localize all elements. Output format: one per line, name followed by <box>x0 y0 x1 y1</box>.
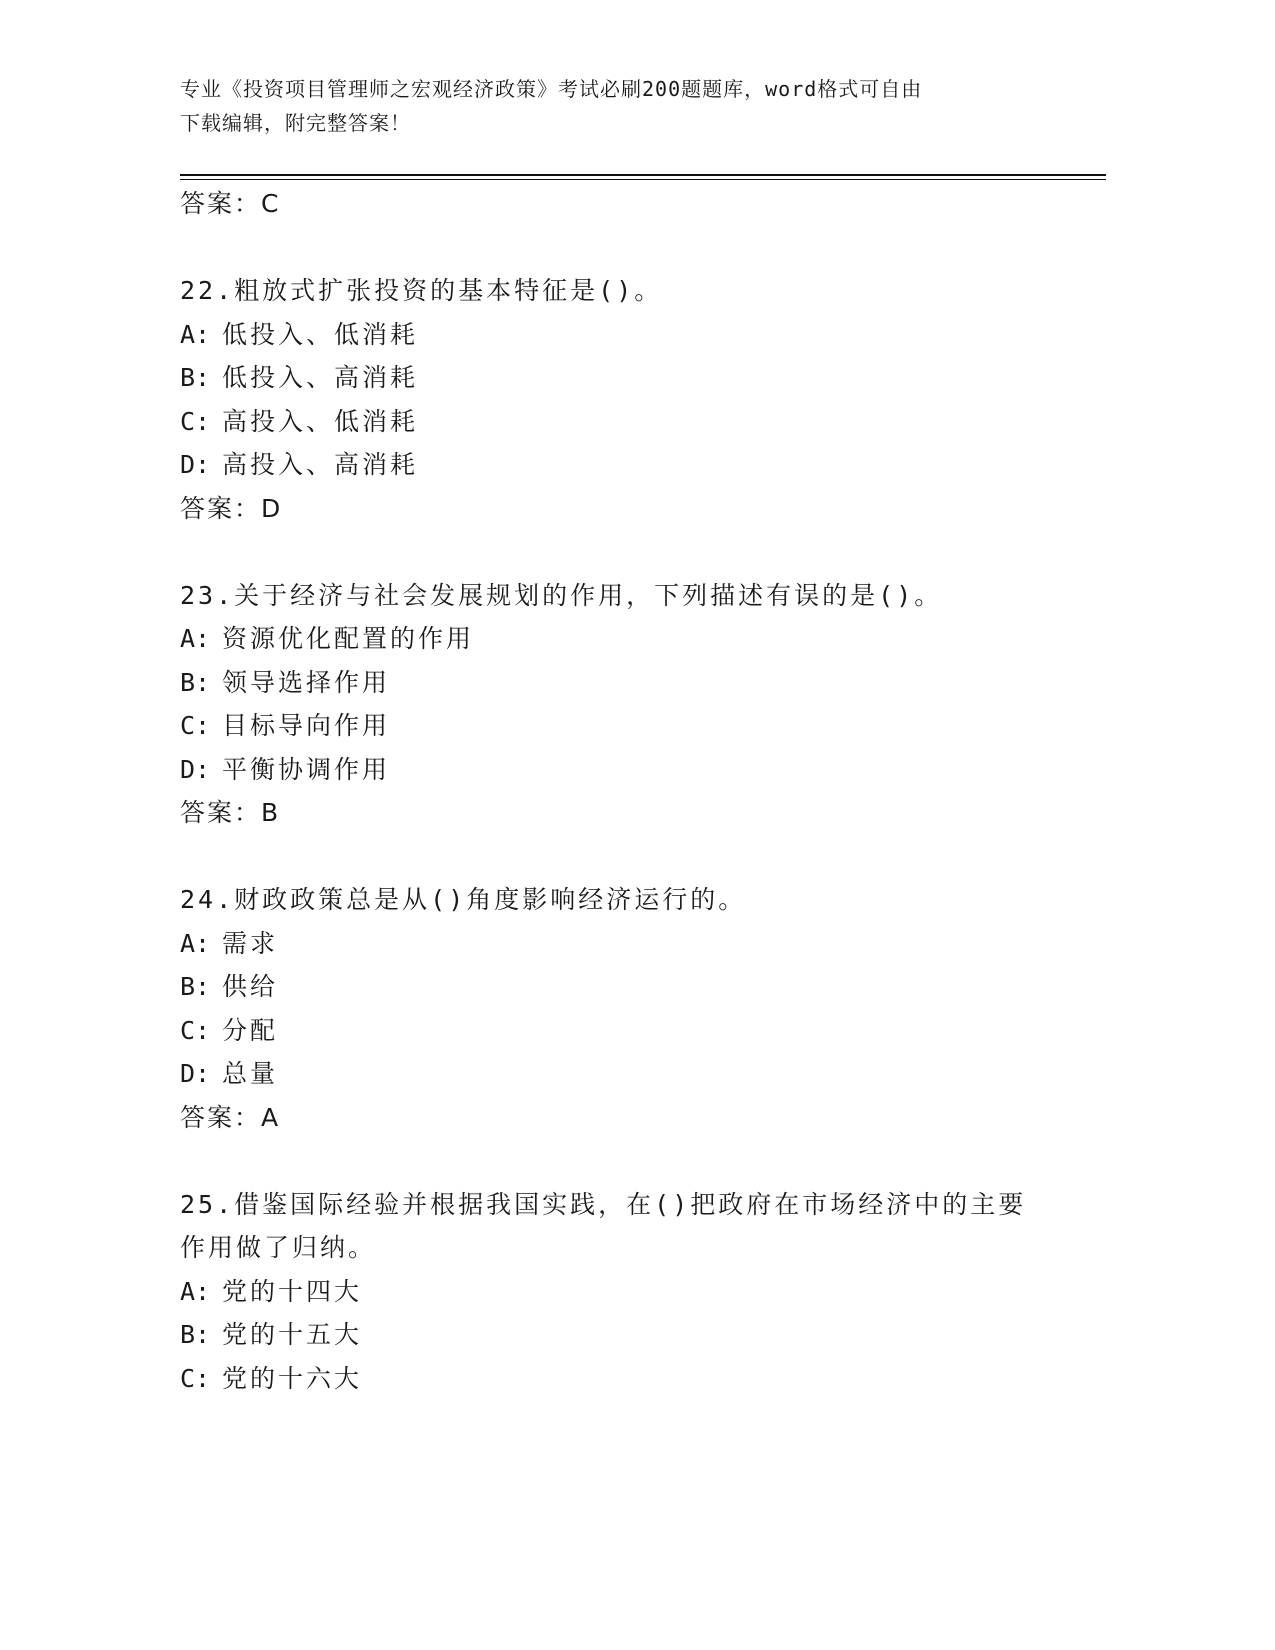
document-header <box>180 72 1060 140</box>
option-text: 总量 <box>222 1059 279 1088</box>
option-text: 低投入、低消耗 <box>222 319 419 349</box>
option-a <box>180 922 1040 966</box>
option-text: 高投入、低消耗 <box>222 406 419 436</box>
header-divider-thin <box>180 179 1106 180</box>
question-text <box>180 574 1040 618</box>
option-d <box>180 443 1040 487</box>
question-23 <box>180 574 1040 836</box>
option-letter: B: <box>180 667 211 697</box>
option-c <box>180 400 1040 444</box>
question-24 <box>180 878 1040 1140</box>
question-number: 23. <box>180 580 235 610</box>
option-text: 党的十四大 <box>222 1276 363 1306</box>
option-letter: C: <box>180 1363 211 1393</box>
option-a <box>180 617 1040 661</box>
question-list <box>180 182 1040 1400</box>
option-d <box>180 1052 1040 1096</box>
option-text: 分配 <box>222 1015 279 1045</box>
option-d <box>180 748 1040 792</box>
option-letter: C: <box>180 406 211 436</box>
answer: 答案：A <box>180 1102 281 1132</box>
option-b <box>180 965 1040 1009</box>
option-letter: C: <box>180 1015 211 1045</box>
option-a <box>180 313 1040 357</box>
question-25 <box>180 1183 1040 1401</box>
option-text: 需求 <box>222 928 279 958</box>
answer: 答案：D <box>180 493 283 523</box>
option-letter: D: <box>180 754 211 784</box>
question-number: 24. <box>180 885 235 914</box>
option-text: 供给 <box>222 972 279 1001</box>
header-divider-thick <box>180 174 1106 176</box>
option-text: 高投入、高消耗 <box>222 450 419 479</box>
option-letter: C: <box>180 711 211 740</box>
option-a <box>180 1270 1040 1314</box>
option-text: 资源优化配置的作用 <box>222 624 475 653</box>
option-b <box>180 356 1040 400</box>
option-letter: B: <box>180 363 211 392</box>
option-letter: D: <box>180 450 211 479</box>
question-stem: 粗放式扩张投资的基本特征是()。 <box>234 276 663 305</box>
option-letter: D: <box>180 1059 211 1088</box>
option-letter: B: <box>180 972 211 1001</box>
header-line-2: 下载编辑，附完整答案！ <box>180 111 411 135</box>
previous-answer: 答案：C <box>180 189 281 218</box>
option-letter: B: <box>180 1320 211 1349</box>
option-c <box>180 1009 1040 1053</box>
answer: 答案：B <box>180 798 281 827</box>
question-text <box>180 878 1040 922</box>
option-letter: A: <box>180 1276 211 1306</box>
option-letter: A: <box>180 928 211 958</box>
question-number: 25. <box>180 1189 235 1219</box>
option-b <box>180 661 1040 705</box>
question-22 <box>180 269 1040 531</box>
option-text: 低投入、高消耗 <box>222 363 419 392</box>
option-text: 领导选择作用 <box>222 667 391 697</box>
option-b <box>180 1313 1040 1357</box>
option-letter: A: <box>180 624 211 653</box>
header-line-1: 专业《投资项目管理师之宏观经济政策》考试必刷200题题库，word格式可自由 <box>180 77 923 101</box>
option-text: 平衡协调作用 <box>222 754 391 784</box>
option-text: 党的十六大 <box>222 1363 363 1393</box>
option-c <box>180 1357 1040 1401</box>
question-number: 22. <box>180 276 235 305</box>
option-c <box>180 704 1040 748</box>
question-text <box>180 1183 1040 1270</box>
option-text: 目标导向作用 <box>222 711 391 740</box>
option-letter: A: <box>180 319 211 349</box>
question-stem: 财政政策总是从()角度影响经济运行的。 <box>234 885 747 914</box>
question-stem: 关于经济与社会发展规划的作用，下列描述有误的是()。 <box>234 580 943 610</box>
question-text <box>180 269 1040 313</box>
option-text: 党的十五大 <box>222 1320 363 1349</box>
question-stem: 借鉴国际经验并根据我国实践，在()把政府在市场经济中的主要作用做了归纳。 <box>180 1189 1027 1262</box>
